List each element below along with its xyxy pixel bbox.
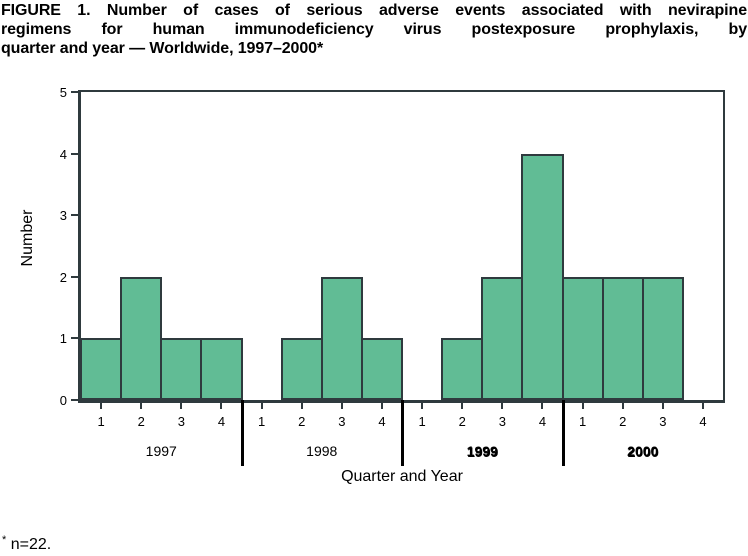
year-divider-1998 [401,400,404,466]
footnote-text: n=22. [10,536,52,553]
quarter-label-1998-q1: 1 [257,414,266,429]
bar-1999-q3 [481,277,523,400]
x-tick-2000-q3 [662,403,664,409]
y-tick-0 [71,399,78,401]
figure-title-line-2: regimens for human immunodeficiency virus postexposure prophylaxis, by [1,21,747,38]
footnote [2,534,51,554]
bar-1998-q2 [281,338,323,400]
bar-2000-q3 [642,277,684,400]
year-label-1999: 1999 [466,443,498,459]
x-tick-1997-q3 [180,403,182,409]
footnote-marker: * [2,534,7,546]
bar-1997-q2 [120,277,162,400]
quarter-label-2000-q3: 3 [659,414,667,429]
x-tick-1998-q2 [301,403,303,409]
year-divider-1997 [241,400,244,466]
x-tick-1997-q2 [140,403,142,409]
quarter-label-1999-q1: 1 [418,414,426,429]
x-tick-1999-q3 [501,403,503,409]
y-tick-label-1: 1 [59,331,67,347]
y-tick-label-2: 2 [59,269,67,285]
year-label-2000: 2000 [627,443,659,459]
quarter-label-1998-q4: 4 [378,414,386,429]
figure-title [1,1,747,58]
x-tick-1997-q1 [100,403,102,409]
x-tick-2000-q1 [582,403,584,409]
quarter-label-1997-q4: 4 [217,414,226,429]
plot-frame-top [78,90,725,92]
figure-title-line-3: quarter and year — Worldwide, 1997–2000* [1,40,324,57]
y-axis-line [78,90,81,403]
x-tick-2000-q4 [702,403,704,409]
y-tick-3 [71,214,78,216]
y-tick-label-4: 4 [59,146,67,162]
bar-1998-q4 [361,338,403,400]
year-label-1997: 1997 [145,443,177,459]
bar-2000-q1 [562,277,604,400]
bar-chart-plot-area [59,85,723,459]
x-tick-1999-q2 [461,403,463,409]
y-tick-1 [71,337,78,339]
x-tick-1999-q4 [541,403,543,409]
bar-1997-q1 [80,338,122,400]
year-label-1998: 1998 [306,443,338,459]
x-tick-2000-q2 [622,403,624,409]
y-axis-title: Number [19,209,36,267]
y-tick-label-0: 0 [59,393,67,408]
x-tick-1998-q4 [381,403,383,409]
bar-2000-q2 [602,277,644,400]
quarter-label-1998-q2: 2 [298,414,306,429]
bar-1999-q4 [521,154,563,400]
bar-1997-q4 [200,338,242,400]
quarter-label-2000-q1: 1 [578,414,587,429]
y-tick-4 [71,153,78,155]
quarter-label-2000-q4: 4 [699,414,707,429]
x-tick-1998-q3 [341,403,343,409]
bar-1998-q3 [321,277,363,400]
bar-1999-q2 [441,338,483,400]
x-tick-1998-q1 [261,403,263,409]
figure-title-line-1: FIGURE 1. Number of cases of serious adverse events associated with nevirapine [1,2,747,19]
x-tick-1997-q4 [220,403,222,409]
quarter-label-1998-q3: 3 [338,414,346,429]
quarter-label-1999-q4: 4 [538,414,547,429]
y-tick-5 [71,91,78,93]
year-divider-1999 [562,400,565,466]
x-axis-title: Quarter and Year [341,468,463,485]
quarter-label-1999-q2: 2 [458,414,466,429]
quarter-label-2000-q2: 2 [619,414,627,429]
y-tick-2 [71,276,78,278]
plot-frame-right [723,90,725,403]
quarter-label-1999-q3: 3 [498,414,506,429]
bar-1997-q3 [160,338,202,400]
y-tick-label-5: 5 [59,85,67,100]
x-tick-1999-q1 [421,403,423,409]
y-tick-label-3: 3 [59,208,67,224]
quarter-label-1997-q3: 3 [177,414,185,429]
quarter-label-1997-q2: 2 [137,414,145,429]
quarter-label-1997-q1: 1 [97,414,105,429]
